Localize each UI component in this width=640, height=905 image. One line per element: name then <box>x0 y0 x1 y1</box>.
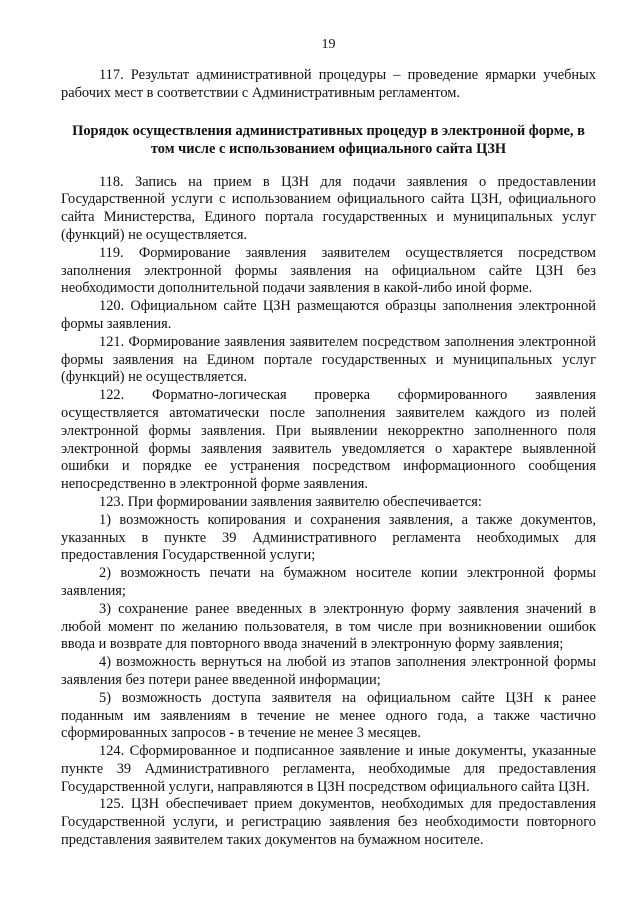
paragraph-120: 120. Официальном сайте ЦЗН размещаются образцы заполнения электронной формы заявления. <box>61 298 596 332</box>
list-item-5: 5) возможность доступа заявителя на официальном сайте ЦЗН к ранее поданным им заявлениям в течение не менее одного года, а также частично сформированных запросов - в течение не менее 3 месяцев. <box>61 689 596 742</box>
paragraph-122: 122. Форматно-логическая проверка сформированного заявления осуществляется автоматически после заполнения заявителем каждого из полей электронной формы заявления. При выявлении некорректно заполненного поля электронной формы заявления заявитель уведомляется о характере выявленной ошибки и порядке ее устранения посредством информационного сообщения непосредственно в электронной форме заявления. <box>61 387 596 493</box>
list-item-1: 1) возможность копирования и сохранения заявления, а также документов, указанных в пункте 39 Административного регламента необходимых для предоставления Государственной услуги; <box>61 511 596 564</box>
paragraph-118: 118. Запись на прием в ЦЗН для подачи заявления о предоставлении Государственной услуги с использованием официального сайта ЦЗН, официального сайта Министерства, Единого портала государственных и муниципальных услуг (функций) не осуществляется. <box>61 173 596 243</box>
paragraph-117: 117. Результат административной процедуры – проведение ярмарки учебных рабочих мест в соответствии с Административным регламентом. <box>61 67 596 101</box>
page-number: 19 <box>321 37 336 52</box>
paragraph-125: 125. ЦЗН обеспечивает прием документов, необходимых для предоставления Государственной услуги, и регистрацию заявления без необходимости повторного представления заявителем таких документов на бумажном носителе. <box>61 796 596 849</box>
document-page <box>61 0 596 850</box>
list-item-2: 2) возможность печати на бумажном носителе копии электронной формы заявления; <box>61 565 596 599</box>
list-item-4: 4) возможность вернуться на любой из этапов заполнения электронной формы заявления без потери ранее введенной информации; <box>61 654 596 688</box>
list-item-3: 3) сохранение ранее введенных в электронную форму заявления значений в любой момент по желанию пользователя, в том числе при возникновении ошибок ввода и возврате для повторного ввода значений в электронную форму заявления; <box>61 600 596 653</box>
paragraph-124: 124. Сформированное и подписанное заявление и иные документы, указанные пункте 39 Административного регламента, необходимые для предоставления Государственной услуги, направляются в ЦЗН посредством официального сайта ЦЗН. <box>61 743 596 795</box>
paragraph-123: 123. При формировании заявления заявителю обеспечивается: <box>99 493 482 510</box>
paragraph-119: 119. Формирование заявления заявителем осуществляется посредством заполнения электронной формы заявления на официальном сайте ЦЗН без необходимости дополнительной подачи заявления в какой-либо иной форме. <box>61 244 596 297</box>
paragraph-121: 121. Формирование заявления заявителем посредством заполнения электронной формы заявления на Едином портале государственных и муниципальных услуг (функций) не осуществляется. <box>61 333 596 386</box>
section-heading: Порядок осуществления административных процедур в электронной форме, в том числе с использованием официального сайта ЦЗН <box>72 122 585 158</box>
